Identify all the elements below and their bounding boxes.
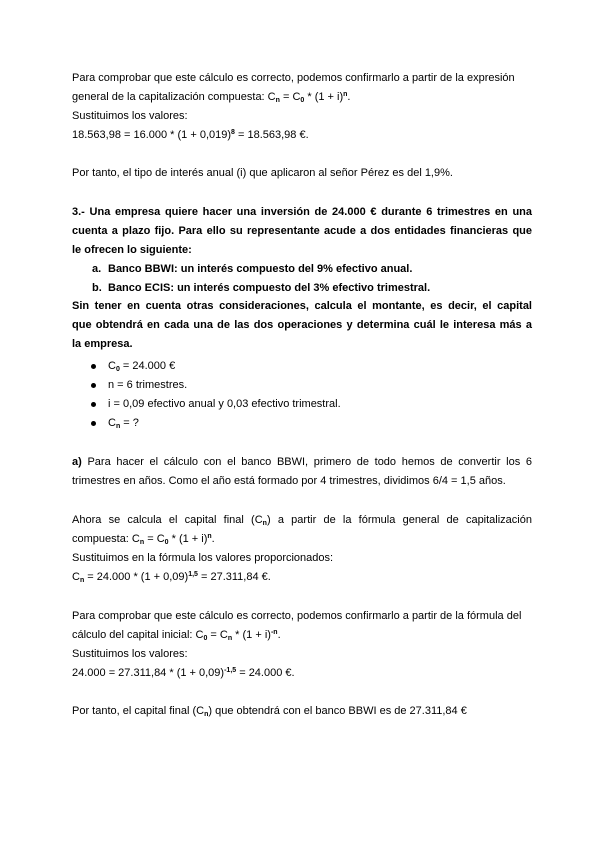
question-line-2: que obtendrá en cada una de las dos operaciones y determina cuál le interesa más a: [72, 319, 532, 331]
capital-final-line-1: Ahora se calcula el capital final $(C_n)$ a partir de la fórmula general de capitalización: [72, 514, 532, 527]
intro-conclusion: Por tanto, el tipo de interés anual (i) que aplicaron al señor Pérez es del 1,9%.: [72, 167, 453, 179]
capital-final-substitute-label: Sustituimos en la fórmula los valores proporcionados:: [72, 552, 334, 564]
verification-formula: cálculo del capital inicial: $C_0 = C_n * (1 + i)^{-n}$.: [72, 629, 281, 642]
bullet-icon: [91, 383, 96, 388]
option-b-text: Banco ECIS: un interés compuesto del 3% efectivo trimestral.: [108, 282, 431, 294]
intro-formula-line: general de la capitalización compuesta: $C_n = C_0 * (1 + i)^n$.: [72, 91, 351, 104]
problem-statement-1: 3.- Una empresa quiere hacer una inversión de 24.000 € durante 6 trimestres en una: [72, 206, 532, 218]
option-a-text: Banco BBWI: un interés compuesto del 9% efectivo anual.: [108, 263, 413, 275]
intro-line-1: Para comprobar que este cálculo es correcto, podemos confirmarlo a partir de la expresión: [72, 72, 515, 84]
verification-result: $24.000 = 27.311,84 * (1 + 0,09)^{-1,5} = 24.000$ €.: [72, 667, 295, 679]
verification-substitute-label: Sustituimos los valores:: [72, 648, 188, 660]
data-i: i = 0,09 efectivo anual y 0,03 efectivo trimestral.: [108, 398, 341, 410]
verification-line-1: Para comprobar que este cálculo es correcto, podemos confirmarlo a partir de la fórmula del: [72, 610, 522, 622]
bullet-icon: [91, 402, 96, 407]
intro-substitute-label: Sustituimos los valores:: [72, 110, 188, 122]
bullet-icon: [91, 421, 96, 426]
solution-a-line-2: trimestres en años. Como el año está formado por 4 trimestres, dividimos 6/4 = 1,5 años.: [72, 475, 506, 487]
capital-final-formula: compuesta: $C_n = C_0 * (1 + i)^n$.: [72, 533, 215, 546]
question-line-1: Sin tener en cuenta otras consideraciones, calcula el montante, es decir, el capital: [72, 300, 532, 312]
bullet-icon: [91, 364, 96, 369]
data-n: n = 6 trimestres.: [108, 379, 188, 391]
option-a-letter: a.: [92, 263, 102, 275]
solution-a-line-1: a) Para hacer el cálculo con el banco BBWI, primero de todo hemos de convertir los 6: [72, 456, 532, 468]
data-c0: $C_0 = 24.000$ €: [108, 360, 176, 373]
option-b-letter: b.: [92, 282, 102, 294]
problem-statement-3: le ofrecen lo siguiente:: [72, 244, 192, 256]
solution-a-conclusion: Por tanto, el capital final $(C_n)$ que obtendrá con el banco BBWI es de 27.311,84 €: [72, 705, 467, 718]
problem-statement-2: cuenta a plazo fijo. Para ello su representante acude a dos entidades financieras que: [72, 225, 532, 237]
data-cn: $C_n$ = ?: [108, 417, 139, 430]
capital-final-result: $C_n = 24.000 * (1 + 0,09)^{1,5} = 27.311,84$ €.: [72, 571, 271, 584]
question-line-3: la empresa.: [72, 338, 133, 350]
intro-substitution: $18.563,98 = 16.000 * (1 + 0,019)^8 = 18.563,98$ €.: [72, 129, 309, 141]
